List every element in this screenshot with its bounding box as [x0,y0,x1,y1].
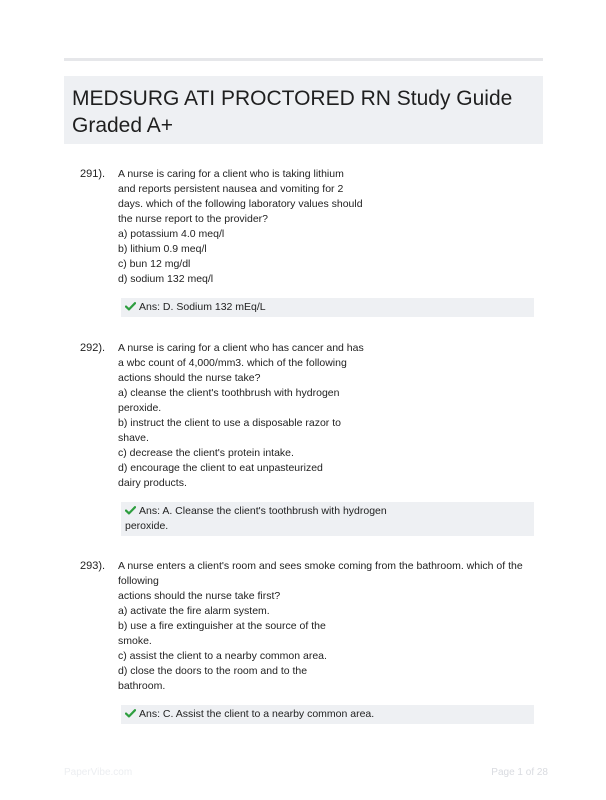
question-line: actions should the nurse take first? [118,590,281,602]
option-b: b) instruct the client to use a disposable razor to [118,417,341,429]
title-line-1: MEDSURG ATI PROCTORED RN Study Guide [72,87,513,110]
option-b: b) use a fire extinguisher at the source of the [118,620,326,632]
footer-watermark: PaperVibe.com [64,767,133,778]
question-number: 291). [80,168,106,180]
option-d-cont: bathroom. [118,680,166,692]
option-c: c) decrease the client's protein intake. [118,447,294,459]
option-d-cont: dairy products. [118,477,187,489]
question-line: A nurse enters a client's room and sees smoke coming from the bathroom. which of the [118,560,523,572]
answer-text: Ans: D. Sodium 132 mEq/L [139,301,266,313]
option-a: a) activate the fire alarm system. [118,605,270,617]
question-number: 292). [80,342,106,354]
option-c: c) bun 12 mg/dl [118,258,191,270]
answer-line [125,504,530,519]
answer-text: Ans: A. Cleanse the client's toothbrush with hydrogen [139,505,387,517]
option-d: d) sodium 132 meq/l [118,273,214,285]
option-d: d) encourage the client to eat unpasteurized [118,462,323,474]
option-c: c) assist the client to a nearby common area. [118,650,327,662]
check-icon [125,302,136,311]
question-line: actions should the nurse take? [118,372,261,384]
question-number: 293). [80,560,106,572]
option-d: d) close the doors to the room and to the [118,665,308,677]
option-b-cont: shave. [118,432,149,444]
check-icon [125,506,136,515]
question-line: the nurse report to the provider? [118,213,269,225]
answer-box-292 [121,502,534,536]
answer-text: Ans: C. Assist the client to a nearby common area. [139,708,375,720]
option-b-cont: smoke. [118,635,152,647]
question-text [118,167,538,287]
answer-line-cont: peroxide. [125,520,169,532]
question-line: days. which of the following laboratory values should [118,198,363,210]
question-text [118,559,538,694]
answer-box-293 [121,705,534,724]
title-line-2: Graded A+ [72,114,173,137]
question-line: following [118,575,159,587]
page-indicator: Page 1 of 28 [491,767,548,778]
answer-line [125,300,530,315]
question-text [118,341,538,491]
question-line: a wbc count of 4,000/mm3. which of the following [118,357,347,369]
option-a-cont: peroxide. [118,402,162,414]
option-a: a) cleanse the client's toothbrush with hydrogen [118,387,340,399]
option-b: b) lithium 0.9 meq/l [118,243,207,255]
option-a: a) potassium 4.0 meq/l [118,228,225,240]
document-title [64,76,543,144]
question-line: and reports persistent nausea and vomiting for 2 [118,183,344,195]
question-line: A nurse is caring for a client who is taking lithium [118,168,344,180]
top-divider [64,58,543,61]
check-icon [125,709,136,718]
answer-line [125,707,530,722]
answer-box-291 [121,298,534,317]
question-line: A nurse is caring for a client who has cancer and has [118,342,364,354]
